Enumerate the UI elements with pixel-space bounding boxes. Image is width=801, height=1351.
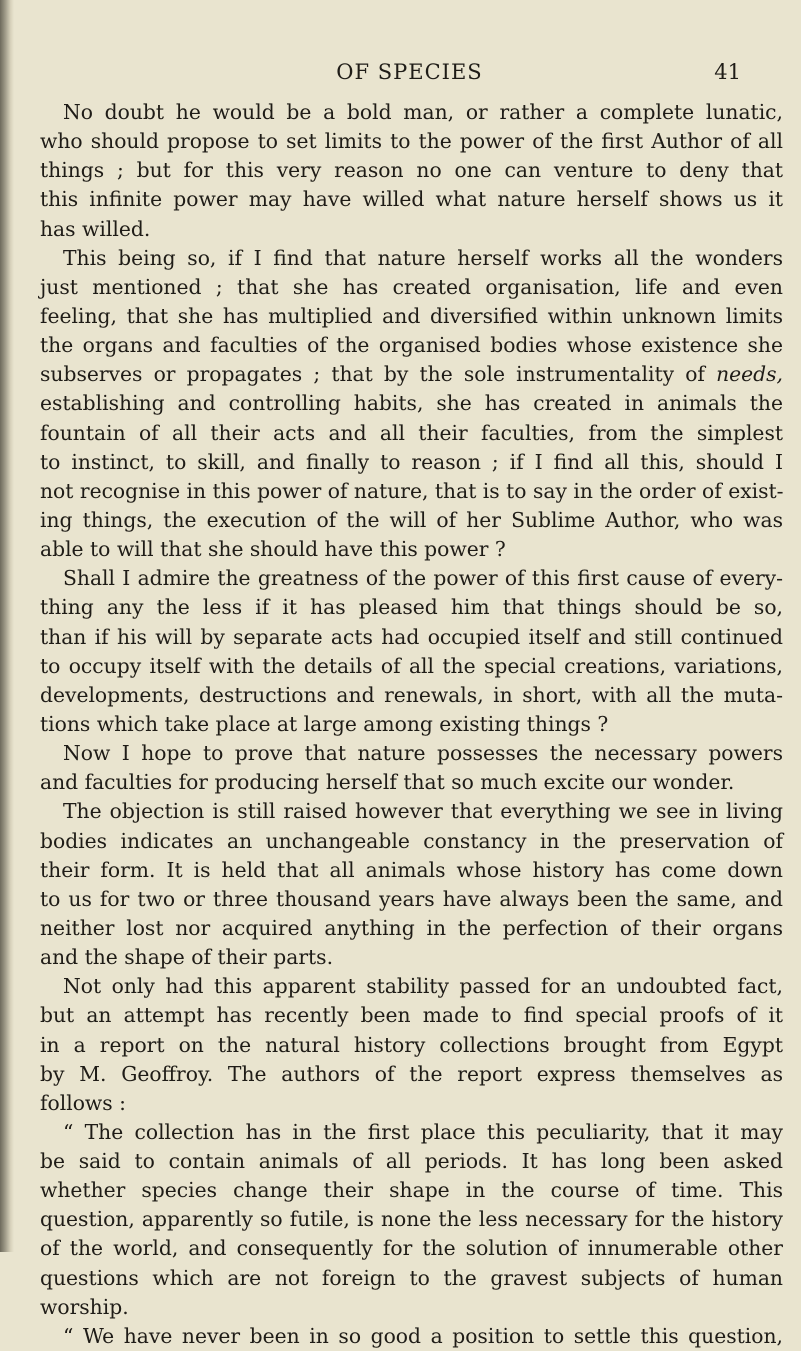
text-line: “ We have never been in so good a position to settle this question, xyxy=(63,1323,783,1348)
text-line: No doubt he would be a bold man, or rather a complete lunatic, xyxy=(63,100,783,124)
text-line: to occupy itself with the details of all the special creations, variations, xyxy=(40,653,783,678)
text-line: this infinite power may have willed what nature herself shows us it xyxy=(40,187,783,212)
text-line: the organs and faculties of the organised bodies whose existence she xyxy=(40,333,783,358)
text-line: be said to contain animals of all periods. It has long been asked xyxy=(40,1149,783,1174)
text-line: subserves or propagates ; that by the sole instrumentality of needs, xyxy=(40,362,783,387)
text-line: just mentioned ; that she has created organisation, life and even xyxy=(40,274,783,299)
text-line: in a report on the natural history collections brought from Egypt xyxy=(40,1032,783,1057)
page-number: 41 xyxy=(714,60,741,84)
text-line: Not only had this apparent stability passed for an undoubted fact, xyxy=(63,974,783,999)
running-head xyxy=(78,60,741,90)
text-line: but an attempt has recently been made to find special proofs of it xyxy=(40,1003,783,1028)
text-line: and faculties for producing herself that so much excite our wonder. xyxy=(40,770,735,795)
body-text xyxy=(40,98,783,1351)
text-line: and the shape of their parts. xyxy=(40,945,334,970)
text-line: This being so, if I find that nature herself works all the wonders xyxy=(63,245,783,270)
text-line: follows : xyxy=(40,1090,126,1115)
text-line: questions which are not foreign to the gravest subjects of human xyxy=(40,1265,783,1290)
text-line: tions which take place at large among existing things ? xyxy=(40,711,609,736)
text-line: able to will that she should have this power ? xyxy=(40,537,506,562)
text-line: “ The collection has in the first place this peculiarity, that it may xyxy=(63,1119,783,1144)
running-title: OF SPECIES xyxy=(336,60,483,84)
text-line: their form. It is held that all animals whose history has come down xyxy=(40,857,783,882)
text-line: neither lost nor acquired anything in the perfection of their organs xyxy=(40,915,783,940)
text-line: whether species change their shape in the course of time. This xyxy=(40,1178,783,1203)
text-line: worship. xyxy=(40,1294,129,1319)
text-line: Now I hope to prove that nature possesses the necessary powers xyxy=(63,741,783,766)
text-line: than if his will by separate acts had occupied itself and still continued xyxy=(40,624,783,649)
text-line: by M. Geoffroy. The authors of the report express themselves as xyxy=(40,1061,783,1086)
text-line: Shall I admire the greatness of the power of this first cause of every- xyxy=(63,566,783,591)
text-line: thing any the less if it has pleased him that things should be so, xyxy=(40,595,783,620)
text-line: not recognise in this power of nature, that is to say in the order of exist- xyxy=(40,478,784,503)
text-line: The objection is still raised however that everything we see in living xyxy=(63,799,783,824)
text-line: things ; but for this very reason no one can venture to deny that xyxy=(40,158,783,183)
text-line: developments, destructions and renewals, in short, with all the muta- xyxy=(40,682,783,707)
text-line: to instinct, to skill, and finally to reason ; if I find all this, should I xyxy=(40,449,783,474)
text-line: of the world, and consequently for the solution of innumerable other xyxy=(40,1236,783,1261)
text-line: ing things, the execution of the will of her Sublime Author, who was xyxy=(40,507,783,532)
text-line: question, apparently so futile, is none the less necessary for the history xyxy=(40,1207,783,1232)
text-line: who should propose to set limits to the power of the first Author of all xyxy=(40,129,783,154)
text-line: bodies indicates an unchangeable constancy in the preservation of xyxy=(40,828,783,853)
text-line: feeling, that she has multiplied and diversified within unknown limits xyxy=(40,303,783,328)
text-line: fountain of all their acts and all their faculties, from the simplest xyxy=(40,420,783,445)
text-line: to us for two or three thousand years have always been the same, and xyxy=(40,886,783,911)
text-line: has willed. xyxy=(40,216,151,241)
text-line: establishing and controlling habits, she has created in animals the xyxy=(40,391,783,416)
